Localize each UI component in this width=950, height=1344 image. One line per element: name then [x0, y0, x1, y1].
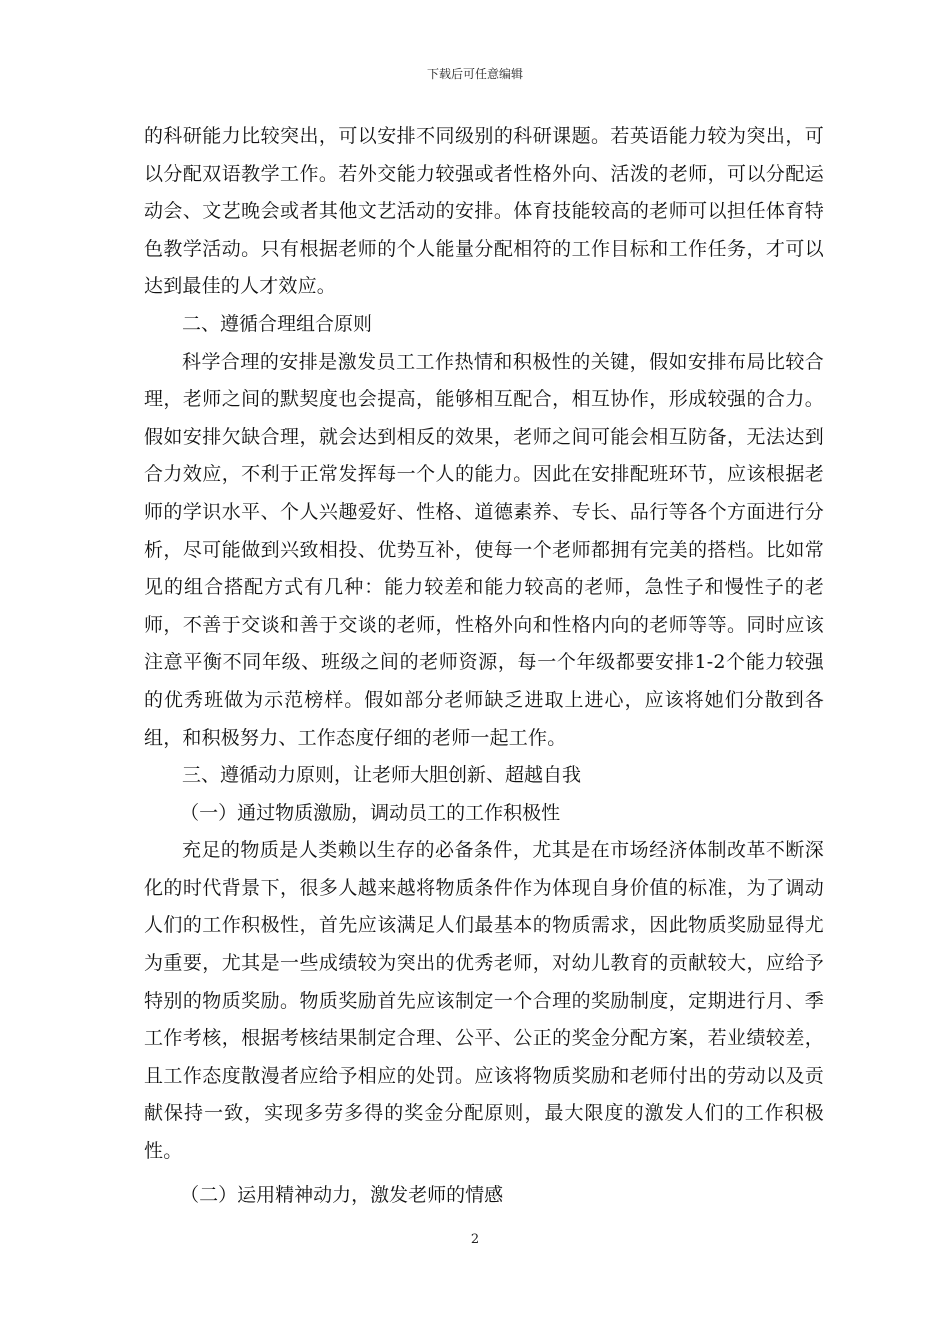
subsection-heading-2: （二）运用精神动力，激发老师的情感 [180, 1183, 504, 1206]
section-heading-3: 三、遵循动力原则，让老师大胆创新、超越自我 [182, 764, 582, 787]
subsection-heading-1: （一）通过物质激励，调动员工的工作积极性 [180, 801, 561, 824]
page-number: 2 [470, 1232, 480, 1247]
page-header: 下载后可任意编辑 [426, 67, 523, 81]
document-body [144, 118, 824, 1214]
paragraph-material-incentive: 充足的物质是人类赖以生存的必备条件，尤其是在市场经济体制改革不断深化的时代背景下，很多人越来越将物质条件作为体现自身价值的标准，为了调动人们的工作积极性，首先应该满足人们最基本的物质需求，因此物质奖励显得尤为重要，尤其是一些成绩较为突出的优秀老师，对幼儿教育的贡献较大，应给予特别的物质奖励。物质奖励首先应该制定一个合理的奖励制度，定期进行月、季工作考核，根据考核结果制定合理、公平、公正的奖金分配方案，若业绩较差，且工作态度散漫者应给予相应的处罚。应该将物质奖励和老师付出的劳动以及贡献保持一致，实现多劳多得的奖金分配原则，最大限度的激发人们的工作积极性。 [144, 839, 824, 1163]
section-heading-2: 二、遵循合理组合原则 [182, 312, 373, 335]
paragraph-continued: 的科研能力比较突出，可以安排不同级别的科研课题。若英语能力较为突出，可以分配双语教学工作。若外交能力较强或者性格外向、活泼的老师，可以分配运动会、文艺晚会或者其他文艺活动的安排。体育技能较高的老师可以担任体育特色教学活动。只有根据老师的个人能量分配相符的工作目标和工作任务，才可以达到最佳的人才效应。 [144, 125, 824, 298]
paragraph-combination-principle: 科学合理的安排是激发员工工作热情和积极性的关键，假如安排布局比较合理，老师之间的默契度也会提高，能够相互配合，相互协作，形成较强的合力。假如安排欠缺合理，就会达到相反的效果，老师之间可能会相互防备，无法达到合力效应，不利于正常发挥每一个人的能力。因此在安排配班环节，应该根据老师的学识水平、个人兴趣爱好、性格、道德素养、专长、品行等各个方面进行分析，尽可能做到兴致相投、优势互补，使每一个老师都拥有完美的搭档。比如常见的组合搭配方式有几种：能力较差和能力较高的老师，急性子和慢性子的老师，不善于交谈和善于交谈的老师，性格外向和性格内向的老师等等。同时应该注意平衡不同年级、班级之间的老师资源，每一个年级都要安排1-2个能力较强的优秀班做为示范榜样。假如部分老师缺乏进取上进心，应该将她们分散到各组，和积极努力、工作态度仔细的老师一起工作。 [144, 350, 824, 749]
